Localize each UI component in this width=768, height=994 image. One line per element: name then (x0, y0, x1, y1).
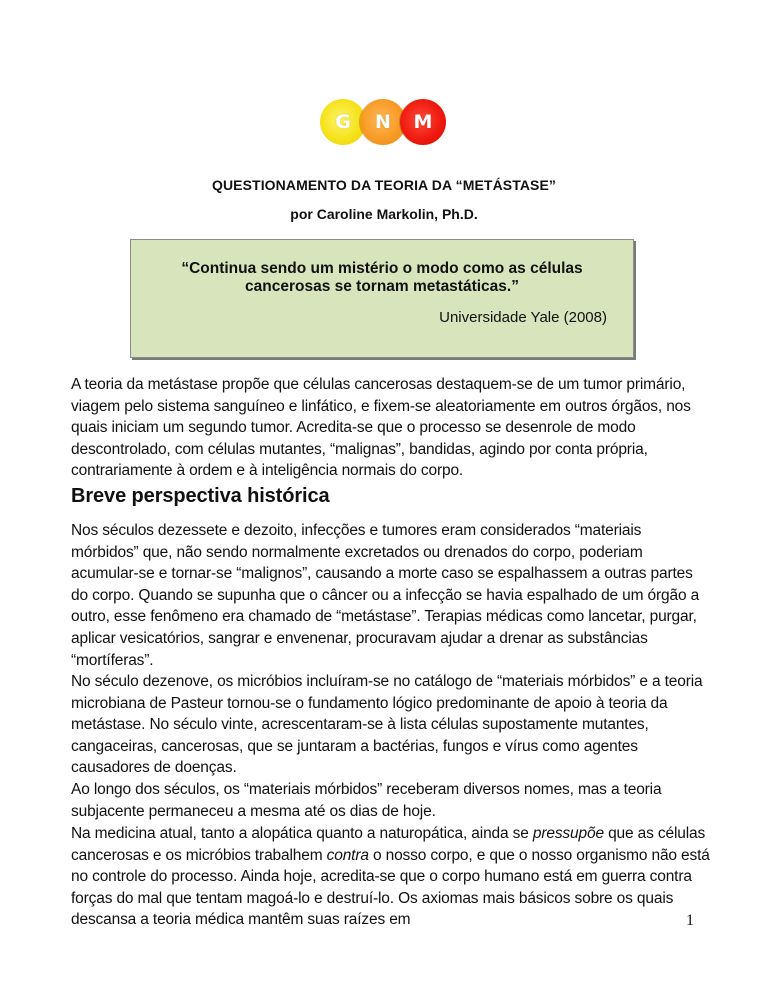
history-paragraph-1: Nos séculos dezessete e dezoito, infecções e tumores eram considerados “materiais mórbidos” que, não sendo normalmente excretados ou drenados do corpo, poderiam acumular-se e tornar-se “malignos”, causando a morte caso se espalhassem a outras partes do corpo. Quando se supunha que o câncer ou a infecção se havia espalhado de um órgão a outro, esse fenômeno era chamado de “metástase”. Terapias médicas como lancetar, purgar, aplicar vesicatórios, sangrar e envenenar, procuravam ajudar a drenar as substâncias “mortíferas”. (71, 522, 700, 669)
page-number: 1 (686, 912, 694, 929)
logo-letter-m: M (413, 111, 433, 133)
section-heading: Breve perspectiva histórica (71, 485, 330, 507)
quote-text (131, 260, 633, 296)
paragraph-4-text-3: o nosso corpo, e que o nosso organismo não está no controle do processo. Ainda hoje, acredita-se que o corpo humano está em guerra contra forças do mal que tentam magoá-lo e destruí-lo. Os axiomas mais básicos sobre os quais descansa a teoria médica mantêm suas raízes em (71, 846, 710, 929)
logo-letter-g: G (335, 111, 351, 133)
gnm-logo (320, 99, 446, 147)
quote-line-2: cancerosas se tornam metastáticas.” (245, 278, 519, 295)
emphasis-pressupoe: pressupõe (532, 825, 604, 842)
history-paragraph-4 (71, 823, 711, 931)
quote-line-1: “Continua sendo um mistério o modo como as células (181, 260, 583, 277)
history-paragraph-3: Ao longo dos séculos, os “materiais mórbidos” receberam diversos nomes, mas a teoria subjacente permaneceu a mesma até os dias de hoje. (71, 781, 662, 820)
emphasis-contra: contra (326, 846, 369, 864)
intro-paragraph: A teoria da metástase propõe que células cancerosas destaquem-se de um tumor primário, viagem pelo sistema sanguíneo e linfático, e fixem-se aleatoriamente em outros órgãos, nos quais iniciam um segundo tumor. Acredita-se que o processo se desenrole de modo descontrolado, com células mutantes, “malignas”, bandidas, agindo por conta própria, contrariamente à ordem e à inteligência normais do corpo. (71, 376, 691, 480)
logo-letter-n: N (375, 111, 391, 133)
logo-circle-red (400, 99, 446, 145)
quote-source: Universidade Yale (2008) (439, 309, 607, 326)
document-title: QUESTIONAMENTO DA TEORIA DA “METÁSTASE” (211, 177, 557, 193)
paragraph-4-text-1: Na medicina atual, tanto a alopática quanto a naturopática, ainda se (71, 825, 533, 842)
quote-box (130, 239, 634, 358)
history-paragraph-2: No século dezenove, os micróbios incluíram-se no catálogo de “materiais mórbidos” e a teoria microbiana de Pasteur tornou-se o fundamento lógico predominante de apoio à teoria da metástase. No século vinte, acrescentaram-se à lista células supostamente mutantes, cangaceiras, cancerosas, que se juntaram a bactérias, fungos e vírus como agentes causadores de doenças. (71, 673, 703, 777)
paragraph-4-text-2: que as células cancerosas e os micróbios trabalhem (71, 825, 706, 864)
author-byline: por Caroline Markolin, Ph.D. (290, 206, 478, 222)
